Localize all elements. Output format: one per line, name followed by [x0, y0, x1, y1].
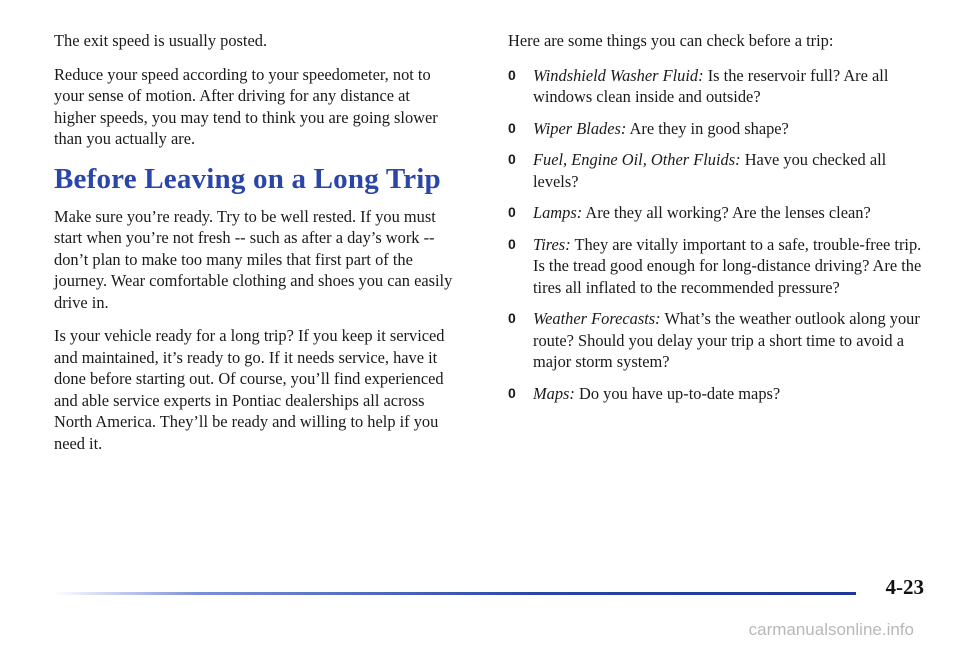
list-item — [508, 308, 928, 373]
list-item — [508, 202, 928, 224]
item-text: Are they in good shape? — [629, 118, 789, 138]
reduce-speed-paragraph: Reduce your speed according to your speedometer, not to your sense of motion. After driving for any distance at higher speeds, you may tend to think you are going slower than you actually are. — [54, 64, 438, 148]
checklist-intro: Here are some things you can check before a trip: — [508, 31, 834, 50]
item-term: Fuel, Engine Oil, Other Fluids: — [533, 150, 741, 169]
item-text: They are vitally important to a safe, trouble-free trip. Is the tread good enough for long-distance driving? Are the tires all inflated to the recommended pressure? — [533, 234, 922, 297]
item-text: Are they all working? Are the lenses clean? — [585, 203, 871, 222]
item-text: Do you have up-to-date maps? — [579, 383, 781, 403]
item-term: Maps: — [533, 383, 575, 403]
item-term: Lamps: — [533, 203, 583, 222]
section-heading: Before Leaving on a Long Trip — [54, 162, 441, 195]
list-item — [508, 383, 928, 405]
item-text: Have you checked all levels? — [533, 150, 887, 191]
bullet-icon: 0 — [508, 204, 516, 220]
vehicle-ready-paragraph: Is your vehicle ready for a long trip? If you keep it serviced and maintained, it’s ready to go. If it needs service, have it done before starting out. Of course, you’ll find experienced and able service experts in Pontiac dealerships all across North America. They’ll be ready and willing to help if you need it. — [54, 326, 445, 453]
page-number: 4-23 — [885, 575, 924, 599]
list-item — [508, 118, 928, 140]
bullet-icon: 0 — [508, 119, 516, 136]
right-column — [508, 30, 928, 414]
item-term: Tires: — [533, 234, 571, 254]
be-ready-paragraph: Make sure you’re ready. Try to be well rested. If you must start when you’re not fresh -- such as after a day’s work -- don’t plan to make too many miles that first part of the journey. Wear comfortable clothing and shoes you can easily drive in. — [54, 206, 453, 312]
list-item — [508, 234, 928, 299]
bullet-icon: 0 — [508, 151, 516, 167]
bullet-icon: 0 — [508, 235, 516, 252]
item-text: What’s the weather outlook along your route? Should you delay your trip a short time to avoid a major storm system? — [533, 309, 920, 371]
list-item — [508, 149, 928, 192]
left-column — [54, 30, 454, 466]
item-term: Wiper Blades: — [533, 118, 627, 138]
item-term: Windshield Washer Fluid: — [533, 65, 704, 85]
list-item — [508, 65, 928, 108]
watermark: carmanualsonline.info — [748, 620, 914, 639]
exit-speed-paragraph: The exit speed is usually posted. — [54, 31, 268, 50]
item-term: Weather Forecasts: — [533, 309, 661, 328]
bullet-icon: 0 — [508, 384, 516, 401]
trip-checklist — [508, 65, 928, 405]
footer-divider — [54, 592, 856, 595]
bullet-icon: 0 — [508, 310, 516, 326]
item-text: Is the reservoir full? Are all windows clean inside and outside? — [533, 65, 889, 106]
bullet-icon: 0 — [508, 66, 516, 83]
